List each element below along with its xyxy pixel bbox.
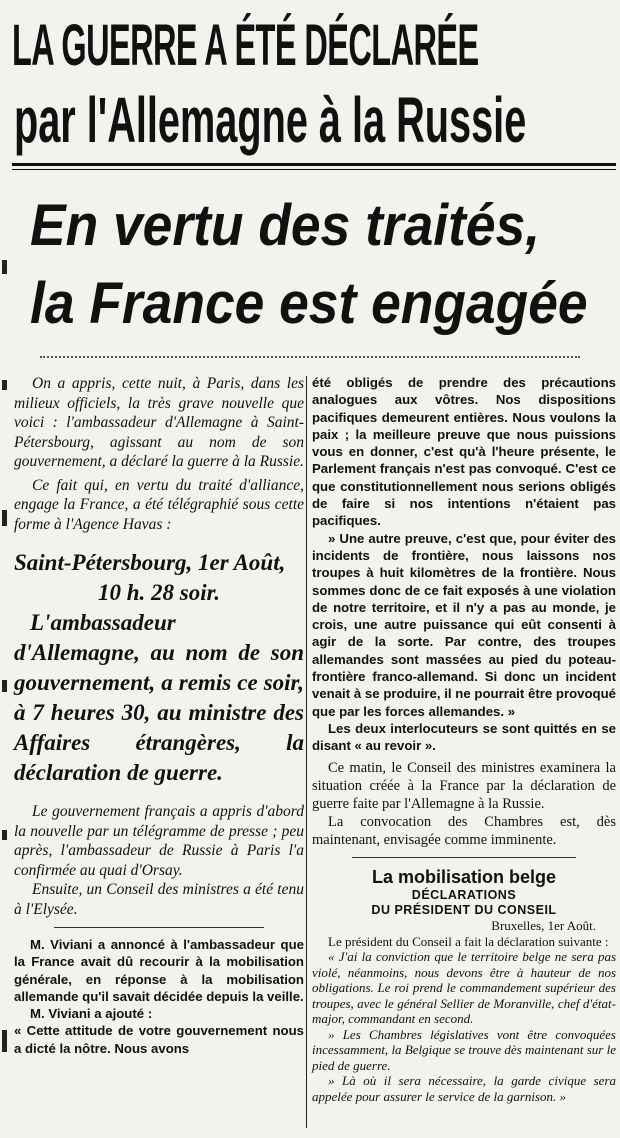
intro-paragraph: On a appris, cette nuit, à Paris, dans les milieux officiels, la très grave nouvelle que voici : l'ambassadeur d'Allemagne à Saint-Pétersbourg, agissant au nom de son gouvernement, a déclaré la guerre à la Russie. xyxy=(14,375,304,470)
belgian-paragraph-2: « J'ai la conviction que le territoire belge ne sera pas violé, néanmoins, nous devons être à hauteur de nos obligations. Le roi prend le commandement supérieur des troupes, avec le général Sellier de Moranville, chef d'état-major, commandant en second. xyxy=(312,949,616,1027)
right-divider xyxy=(352,857,576,858)
viviani-paragraph: M. Viviani a annoncé à l'ambassadeur que la France avait dû recourir à la mobilisation générale, en réponse à la mobilisation allemande qu'il savait décidée depuis la veille. xyxy=(14,937,304,1004)
right-paragraph-2: » Une autre preuve, c'est que, pour éviter des incidents de frontière, nous laissons nos troupes à huit kilomètres de la frontière. Nous sommes donc de ce fait exposés à une violation de notre territoire, et il n'y a pas au monde, je crois, une autre puissance qui eût consenti à agir de la sorte. Par contre, des troupes allemandes sont massées au pied du poteau-frontière franco-allemand. Si donc un incident venait à se produire, il ne pourrait être provoqué que par les forces allemandes. » xyxy=(312,530,616,719)
belgian-paragraph-4: » Là où il sera nécessaire, la garde civique sera appelée pour assurer le service de la garnison. » xyxy=(312,1073,616,1104)
viviani-added: M. Viviani a ajouté : xyxy=(30,1006,153,1022)
belgian-dateline: Bruxelles, 1er Août. xyxy=(491,917,596,933)
dispatch-text: L'ambassadeur d'Allemagne, au nom de son gouvernement, a remis ce soir, à 7 heures 30, au ministre des Affaires étrangères, la déclaration de guerre. xyxy=(14,610,304,785)
belgian-paragraph-3: » Les Chambres législatives vont être convoquées incessamment, la Belgique se trouve dès maintenant sur le pied de guerre. xyxy=(312,1026,616,1073)
right-paragraph-5: La convocation des Chambres est, dès maintenant, envisagée comme imminente. xyxy=(312,813,616,848)
left-column xyxy=(14,374,304,1057)
intro-paragraph-2: Ce fait qui, en vertu du traité d'alliance, engage la France, a été télégraphié sous cette forme à l'Agence Havas : xyxy=(14,476,304,533)
left-edge-marks xyxy=(0,180,12,1130)
headline-line-1: LA GUERRE A ÉTÉ DÉCLARÉE xyxy=(12,13,479,78)
subheadline-line-1: En vertu des traités, xyxy=(30,193,541,258)
viviani-quote: « Cette attitude de votre gouvernement nous a dicté la nôtre. Nous avons xyxy=(14,1023,304,1056)
right-paragraph-3: Les deux interlocuteurs se sont quittés en se disant « au revoir ». xyxy=(312,720,616,754)
right-paragraph-4: Ce matin, le Conseil des ministres examinera la situation créée à la France par la déclaration de guerre faite par l'Allemagne à la Russie. xyxy=(312,759,616,812)
belgian-paragraph-1: Le président du Conseil a fait la déclaration suivante : xyxy=(328,933,609,949)
right-paragraph-1: été obligés de prendre des précautions analogues aux vôtres. Nos dispositions pacifiques demeurent entières. Nous voulons la paix ; la meilleure preuve que nous puissions vous en donner, c'est qu'à l'heure présente, le Parlement français n'est pas convoqué. C'est ce que constitutionnellement nous serions obligés de faire si nos intentions n'étaient pas pacifiques. xyxy=(312,375,616,529)
headline-rule-thin xyxy=(12,169,616,170)
subheadline-line-2: la France est engagée xyxy=(30,271,588,336)
dispatch-time: 10 h. 28 soir. xyxy=(97,580,221,605)
headline-line-2: par l'Allemagne à la Russie xyxy=(14,84,527,156)
belgian-subtitle-1: DÉCLARATIONS xyxy=(411,887,517,902)
dispatch-place: Saint-Pétersbourg, 1er Août, xyxy=(14,550,286,575)
left-divider xyxy=(54,927,264,928)
government-paragraph: Le gouvernement français a appris d'abord la nouvelle par un télégramme de presse ; peu après, l'ambassadeur de Russie à Paris l'a confirmée au quai d'Orsay. xyxy=(14,803,304,879)
right-column xyxy=(312,374,616,1104)
belgian-subtitle-2: DU PRÉSIDENT DU CONSEIL xyxy=(371,902,557,917)
belgian-section-title: La mobilisation belge xyxy=(371,866,557,887)
headline-rule xyxy=(12,163,616,166)
section-divider xyxy=(40,356,580,358)
column-separator xyxy=(306,376,307,1128)
council-paragraph: Ensuite, un Conseil des ministres a été tenu à l'Elysée. xyxy=(14,881,304,918)
